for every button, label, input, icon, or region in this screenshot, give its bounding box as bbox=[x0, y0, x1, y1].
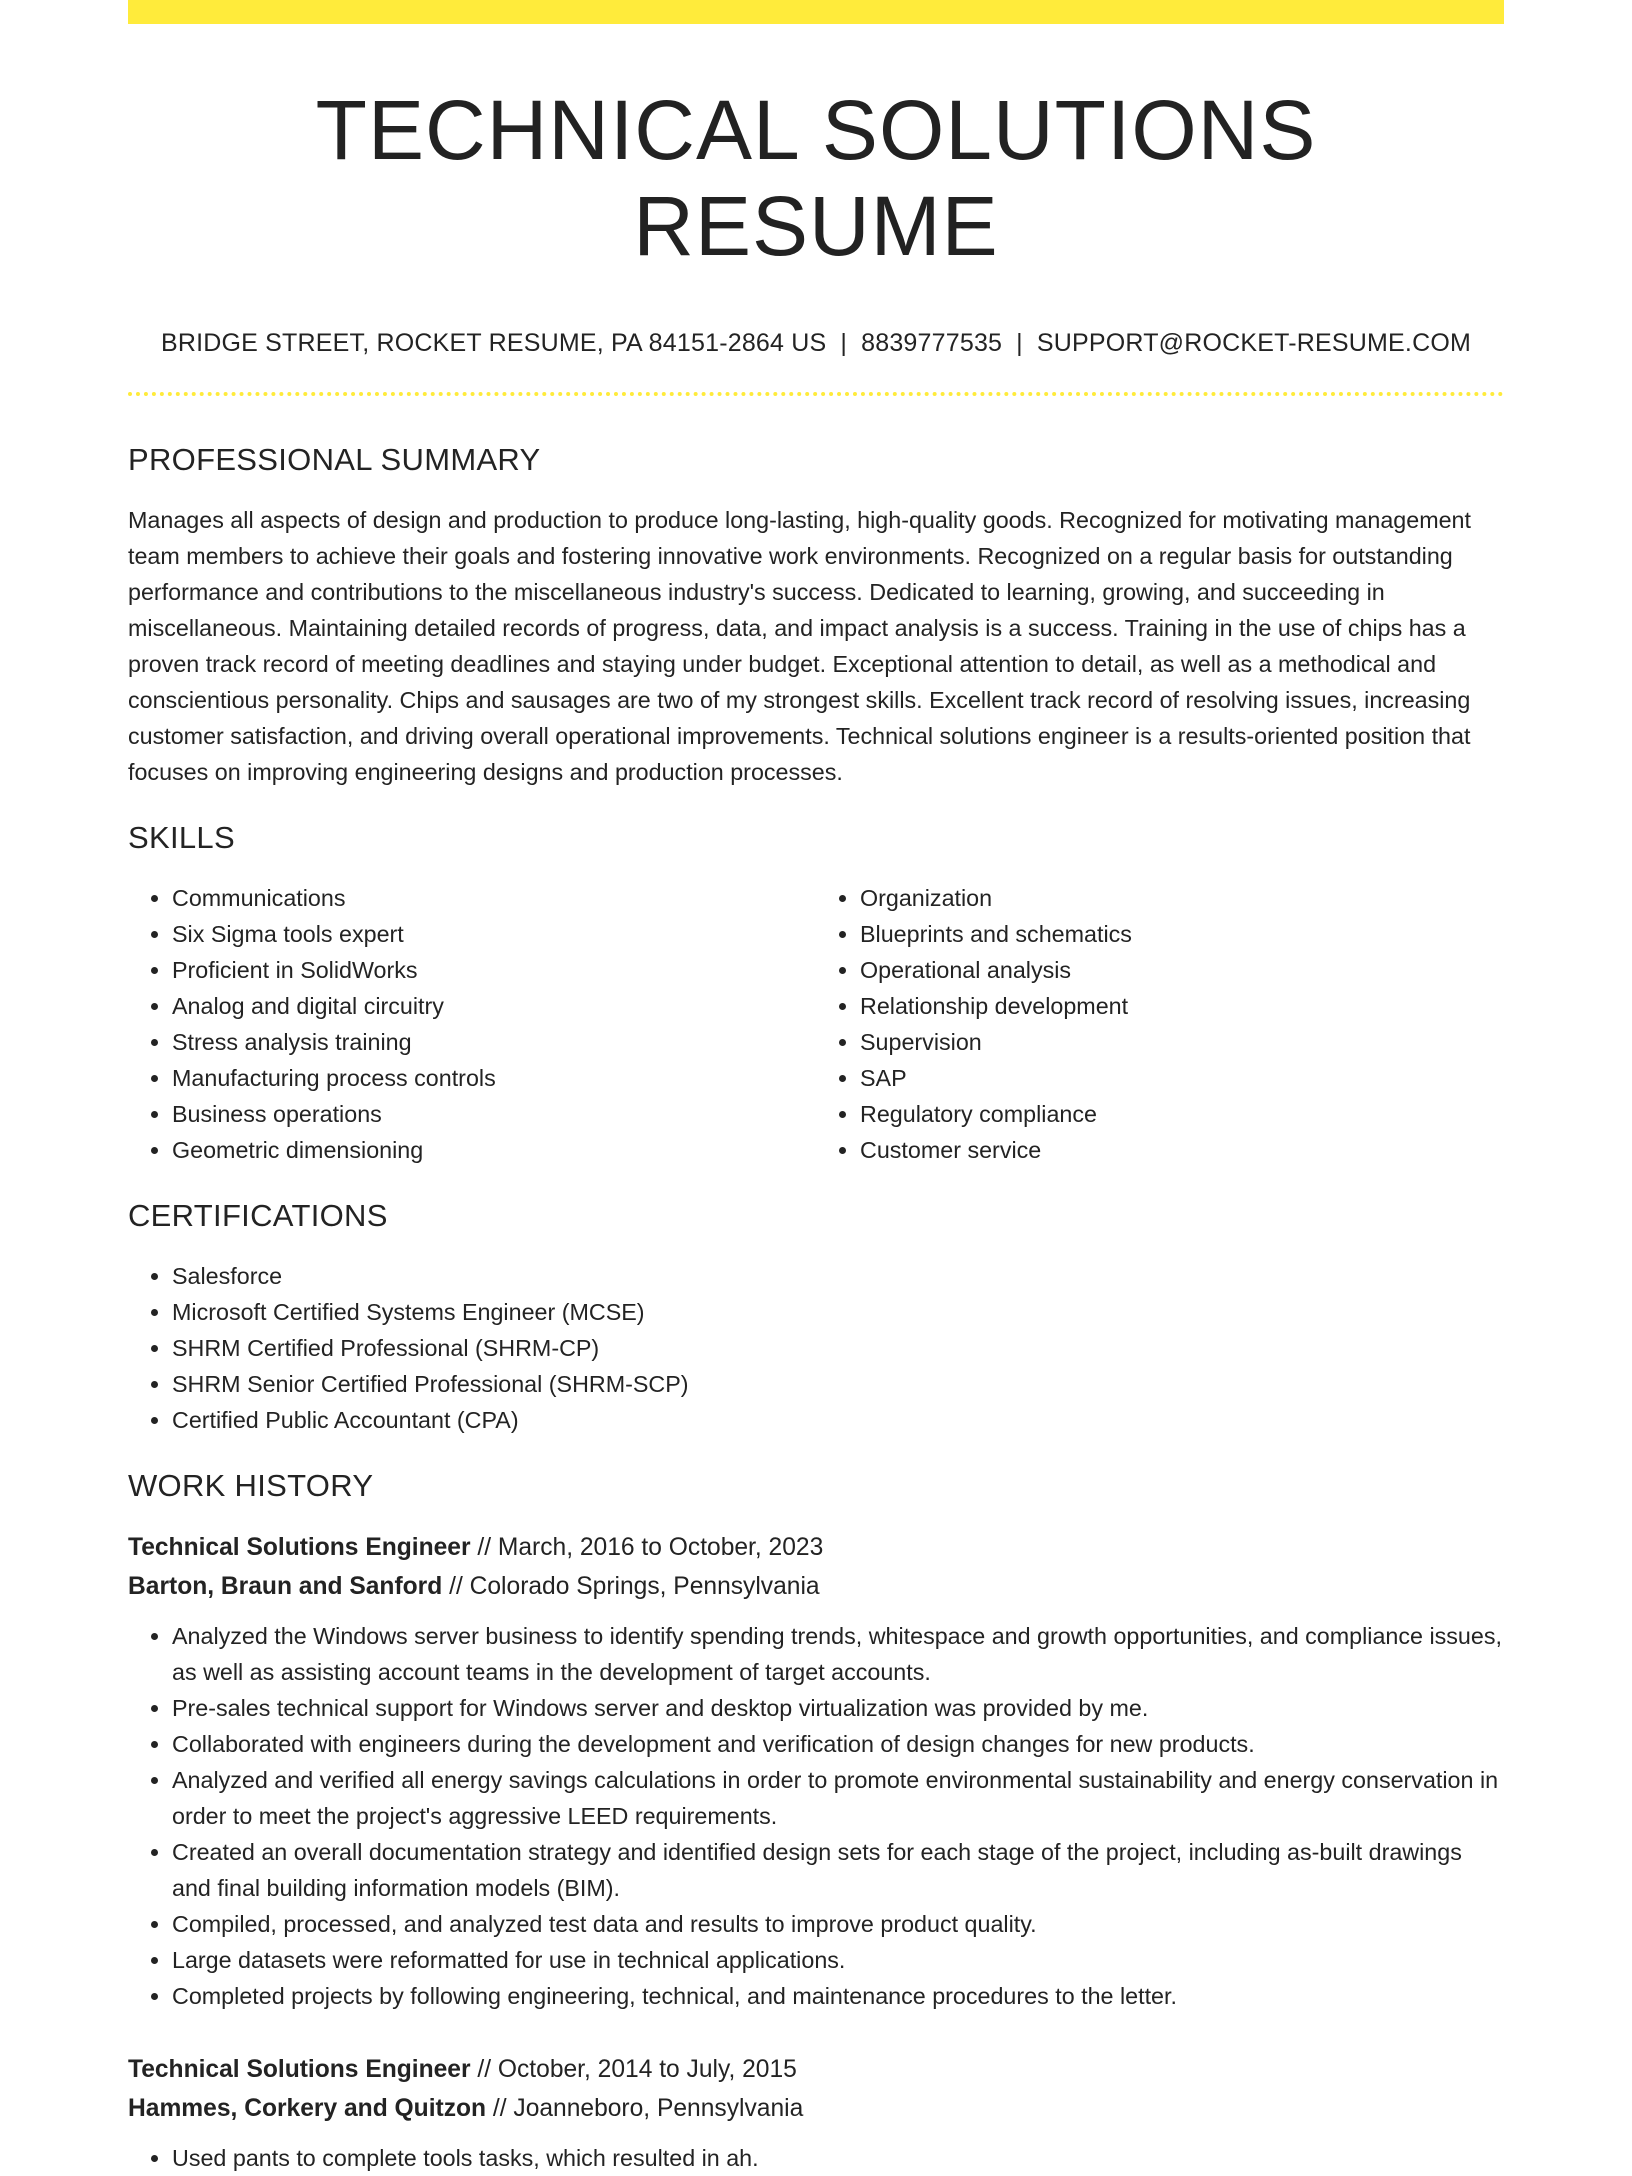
job-location: // Joanneboro, Pennsylvania bbox=[486, 2095, 804, 2122]
job-company-line bbox=[128, 2089, 1504, 2128]
contact-email: SUPPORT@ROCKET-RESUME.COM bbox=[1036, 329, 1472, 357]
job-bullet: • Created an overall documentation strategy and identified design sets for each stage of the project, including as-built drawings and final building information models (BIM). bbox=[172, 1834, 1504, 1906]
skill-item: • Geometric dimensioning bbox=[172, 1132, 816, 1168]
work-history-heading: WORK HISTORY bbox=[128, 1468, 374, 1503]
accent-top-bar bbox=[128, 0, 1504, 24]
summary-text: Manages all aspects of design and production to produce long-lasting, high-quality goods. Recognized for motivating management team members to achieve their goals and fostering innovative work environments. Recognized on a regular basis for outstanding performance and contributions to the miscellaneous industry's success. Dedicated to learning, growing, and succeeding in miscellaneous. Maintaining detailed records of progress, data, and impact analysis is a success. Training in the use of chips has a proven track record of meeting deadlines and staying under budget. Exceptional attention to detail, as well as a methodical and conscientious personality. Chips and sausages are two of my strongest skills. Excellent track record of resolving issues, increasing customer satisfaction, and driving overall operational improvements. Technical solutions engineer is a results-oriented position that focuses on improving engineering designs and production processes. bbox=[128, 507, 1471, 785]
skill-item: • Organization bbox=[860, 880, 1504, 916]
skill-item: • Stress analysis training bbox=[172, 1024, 816, 1060]
certification-item: • SHRM Certified Professional (SHRM-CP) bbox=[172, 1330, 1504, 1366]
resume-page bbox=[128, 0, 1504, 2176]
job-company: Hammes, Corkery and Quitzon bbox=[128, 2095, 487, 2122]
certification-item: • Certified Public Accountant (CPA) bbox=[172, 1402, 1504, 1438]
skill-item: • Supervision bbox=[860, 1024, 1504, 1060]
job-company-line bbox=[128, 1567, 1504, 1606]
dotted-divider bbox=[128, 392, 1504, 396]
contact-address: BRIDGE STREET, ROCKET RESUME, PA 84151-2864 US bbox=[160, 329, 827, 357]
skills-list-right bbox=[816, 880, 1504, 1168]
contact-separator: | bbox=[840, 329, 848, 357]
job-dates: // March, 2016 to October, 2023 bbox=[470, 1534, 824, 1561]
skill-item: • Manufacturing process controls bbox=[172, 1060, 816, 1096]
resume-title: TECHNICAL SOLUTIONS RESUME bbox=[315, 83, 1317, 273]
skill-item: • Blueprints and schematics bbox=[860, 916, 1504, 952]
skill-item: • SAP bbox=[860, 1060, 1504, 1096]
job-role: Technical Solutions Engineer bbox=[128, 1534, 471, 1561]
summary-heading: PROFESSIONAL SUMMARY bbox=[128, 442, 541, 477]
job-entry bbox=[128, 2050, 1504, 2176]
certification-item: • Microsoft Certified Systems Engineer (MCSE) bbox=[172, 1294, 1504, 1330]
job-bullet: • Large datasets were reformatted for use in technical applications. bbox=[172, 1942, 1504, 1978]
skills-list-left bbox=[128, 880, 816, 1168]
certifications-heading: CERTIFICATIONS bbox=[128, 1198, 388, 1233]
job-bullet: • Collaborated with engineers during the development and verification of design changes for new products. bbox=[172, 1726, 1504, 1762]
job-company: Barton, Braun and Sanford bbox=[128, 1573, 443, 1600]
job-bullet: • Used pants to complete tools tasks, which resulted in ah. bbox=[172, 2140, 1504, 2176]
job-bullets bbox=[128, 1618, 1504, 2014]
skill-item: • Analog and digital circuitry bbox=[172, 988, 816, 1024]
contact-line bbox=[128, 328, 1504, 358]
certification-item: • Salesforce bbox=[172, 1258, 1504, 1294]
job-bullet: • Compiled, processed, and analyzed test data and results to improve product quality. bbox=[172, 1906, 1504, 1942]
job-bullet: • Analyzed the Windows server business to identify spending trends, whitespace and growth opportunities, and compliance issues, as well as assisting account teams in the development of target accounts. bbox=[172, 1618, 1504, 1690]
job-bullet: • Completed projects by following engineering, technical, and maintenance procedures to the letter. bbox=[172, 1978, 1504, 2014]
certifications-list bbox=[128, 1258, 1504, 1438]
job-role-line bbox=[128, 2050, 1504, 2089]
job-role-line bbox=[128, 1528, 1504, 1567]
skill-item: • Business operations bbox=[172, 1096, 816, 1132]
skills-columns bbox=[128, 880, 1504, 1168]
skill-item: • Six Sigma tools expert bbox=[172, 916, 816, 952]
skill-item: • Proficient in SolidWorks bbox=[172, 952, 816, 988]
contact-separator: | bbox=[1016, 329, 1023, 357]
skill-item: • Communications bbox=[172, 880, 816, 916]
job-bullets bbox=[128, 2140, 1504, 2176]
skill-item: • Relationship development bbox=[860, 988, 1504, 1024]
job-bullet: • Pre-sales technical support for Windows server and desktop virtualization was provided by me. bbox=[172, 1690, 1504, 1726]
skill-item: • Regulatory compliance bbox=[860, 1096, 1504, 1132]
contact-phone: 8839777535 bbox=[861, 329, 1003, 357]
skills-heading: SKILLS bbox=[128, 820, 235, 855]
job-dates: // October, 2014 to July, 2015 bbox=[470, 2056, 797, 2083]
job-bullet: • Analyzed and verified all energy savings calculations in order to promote environmental sustainability and energy conservation in order to meet the project's aggressive LEED requirements. bbox=[172, 1762, 1504, 1834]
skill-item: • Operational analysis bbox=[860, 952, 1504, 988]
job-role: Technical Solutions Engineer bbox=[128, 2056, 471, 2083]
skill-item: • Customer service bbox=[860, 1132, 1504, 1168]
job-entry bbox=[128, 1528, 1504, 2014]
certification-item: • SHRM Senior Certified Professional (SHRM-SCP) bbox=[172, 1366, 1504, 1402]
job-location: // Colorado Springs, Pennsylvania bbox=[442, 1573, 820, 1600]
